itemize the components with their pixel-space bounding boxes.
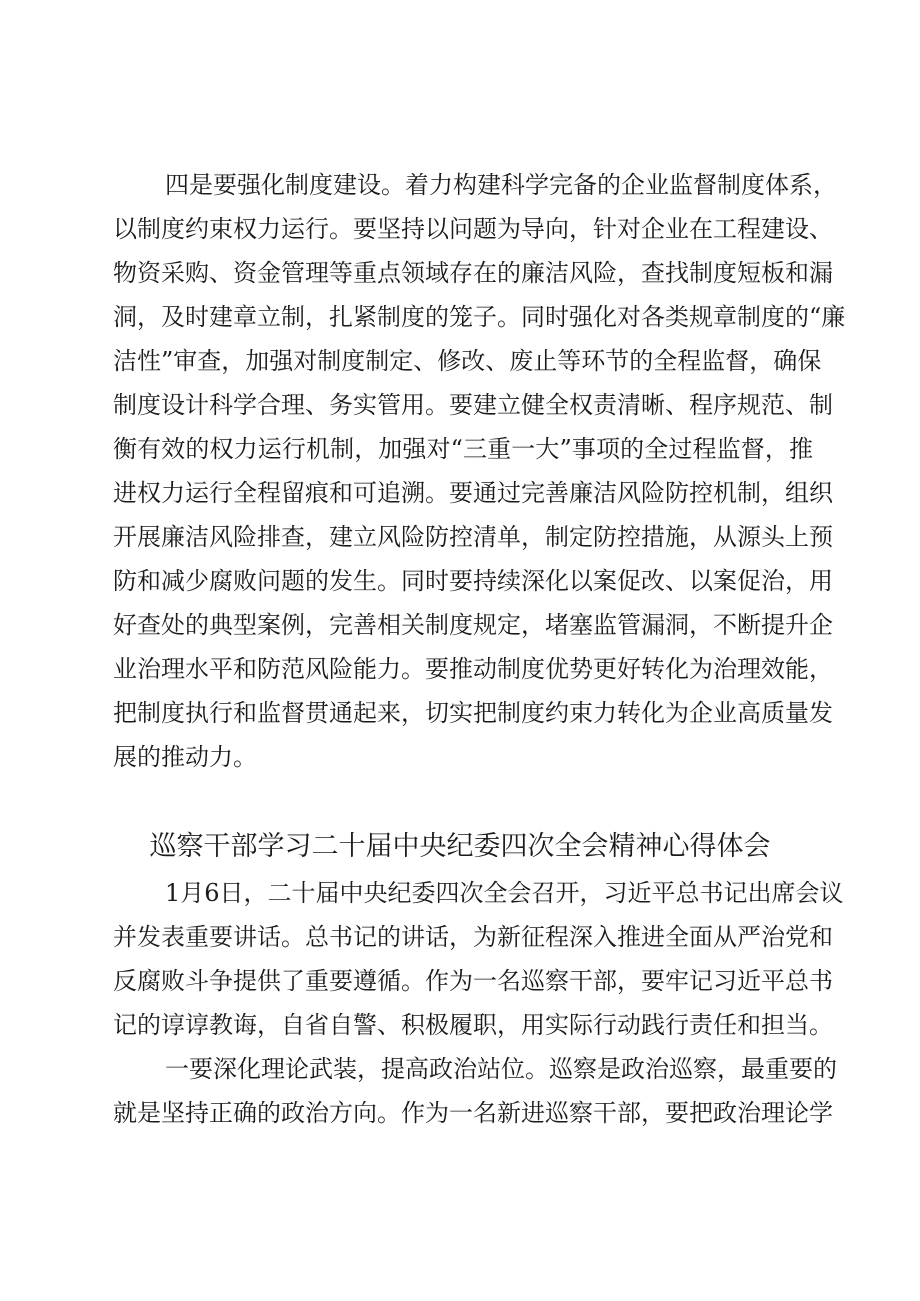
text-line: 1月6日，二十届中央纪委四次全会召开，习近平总书记出席会议 — [165, 879, 844, 907]
text-line: 记的谆谆教诲，自省自警、积极履职，用实际行动践行责任和担当。 — [113, 1011, 833, 1039]
text-line: 物资采购、资金管理等重点领域存在的廉洁风险，查找制度短板和漏 — [113, 259, 833, 287]
text-line: 好查处的典型案例，完善相关制度规定，堵塞监管漏洞，不断提升企 — [113, 611, 833, 639]
text-line: 开展廉洁风险排查，建立风险防控清单，制定防控措施，从源头上预 — [113, 523, 833, 551]
text-line: 业治理水平和防范风险能力。要推动制度优势更好转化为治理效能， — [113, 655, 833, 683]
text-line: 展的推动力。 — [113, 743, 257, 771]
text-line: 把制度执行和监督贯通起来，切实把制度约束力转化为企业高质量发 — [113, 699, 833, 727]
text-line: 防和减少腐败问题的发生。同时要持续深化以案促改、以案促治，用 — [113, 567, 833, 595]
text-line: 并发表重要讲话。总书记的讲话，为新征程深入推进全面从严治党和 — [113, 923, 833, 951]
text-line: 就是坚持正确的政治方向。作为一名新进巡察干部，要把政治理论学 — [113, 1099, 833, 1127]
text-line: 进权力运行全程留痕和可追溯。要通过完善廉洁风险防控机制，组织 — [113, 479, 833, 507]
text-line: 四是要强化制度建设。着力构建科学完备的企业监督制度体系， — [165, 171, 837, 199]
text-line: 衡有效的权力运行机制，加强对“三重一大”事项的全过程监督，推 — [113, 435, 813, 463]
text-line: 洞，及时建章立制，扎紧制度的笼子。同时强化对各类规章制度的“廉 — [113, 303, 846, 331]
text-line: 以制度约束权力运行。要坚持以问题为导向，针对企业在工程建设、 — [113, 215, 833, 243]
text-line: 一要深化理论武装，提高政治站位。巡察是政治巡察，最重要的 — [165, 1055, 837, 1083]
text-line: 反腐败斗争提供了重要遵循。作为一名巡察干部，要牢记习近平总书 — [113, 967, 833, 995]
article-title: 巡察干部学习二十届中央纪委四次全会精神心得体会 — [149, 831, 771, 862]
text-line: 洁性”审查，加强对制度制定、修改、废止等环节的全程监督，确保 — [113, 347, 822, 375]
text-line: 制度设计科学合理、务实管用。要建立健全权责清晰、程序规范、制 — [113, 391, 833, 419]
